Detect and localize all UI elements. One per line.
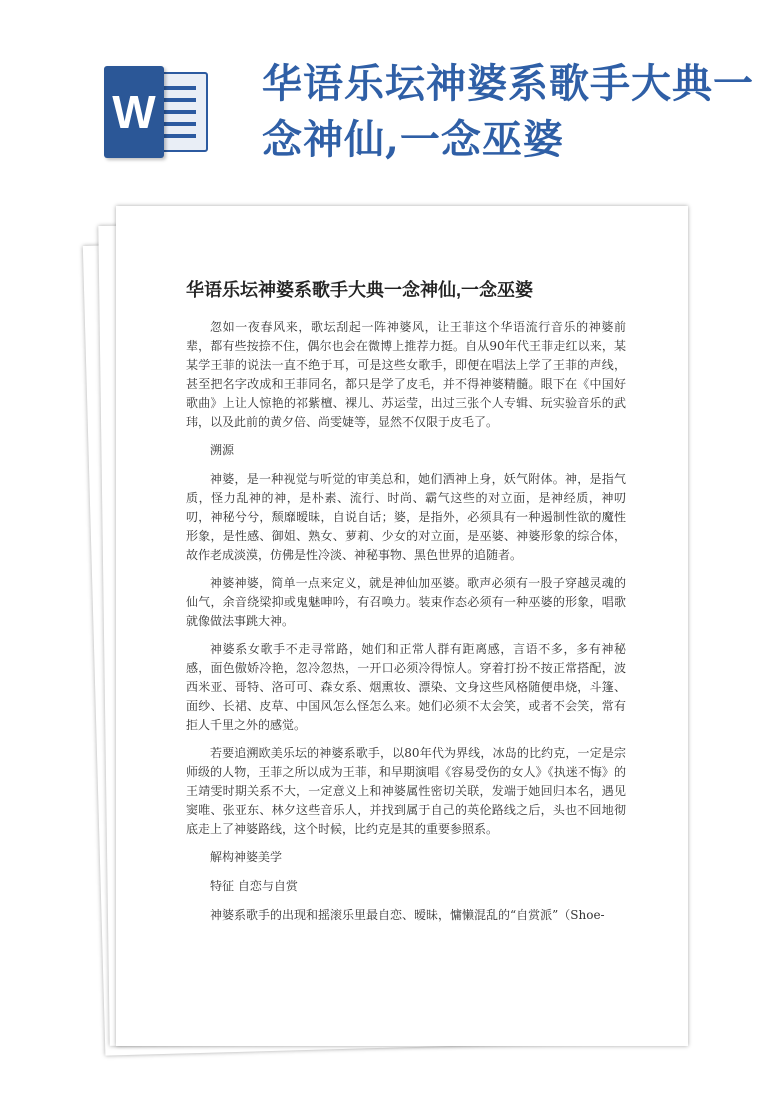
- document-body: [186, 318, 626, 934]
- document-title: 华语乐坛神婆系歌手大典一念神仙,一念巫婆: [186, 280, 533, 300]
- document-page: [116, 206, 688, 1046]
- word-letter-badge: W: [104, 66, 164, 158]
- hero-title: 华语乐坛神婆系歌手大典一念神仙,一念巫婆: [262, 60, 754, 163]
- section-heading: 溯源: [210, 443, 235, 457]
- paragraph: 忽如一夜春风来，歌坛刮起一阵神婆风，让王菲这个华语流行音乐的神婆前辈，都有些按捺不住，偶尔也会在微博上推荐力挺。自从90年代王菲走红以来，某某学王菲的说法一直不绝于耳，可是这些女歌手，即便在唱法上学了王菲的声线，甚至把名字改成和王菲同名，都只是学了皮毛，并不得神婆精髓。眼下在《中国好歌曲》上让人惊艳的祁紫檀、裸儿、苏运莹，出过三张个人专辑、玩实验音乐的武玮，以及此前的黄夕倍、尚雯婕等，显然不仅限于皮毛了。: [186, 320, 626, 429]
- paragraph: 神婆神婆，简单一点来定义，就是神仙加巫婆。歌声必须有一股子穿越灵魂的仙气，余音绕梁抑或鬼魅呻吟，有召唤力。装束作态必须有一种巫婆的形象，唱歌就像做法事跳大神。: [186, 576, 626, 628]
- paragraph: 若要追溯欧美乐坛的神婆系歌手，以80年代为界线，冰岛的比约克，一定是宗师级的人物，王菲之所以成为王菲，和早期演唱《容易受伤的女人》《执迷不悔》的王靖雯时期关系不大，一定意义上和神婆属性密切关联，发端于她回归本名，遇见窦唯、张亚东、林夕这些音乐人，并找到属于自己的英伦路线之后，头也不回地彻底走上了神婆路线，这个时候，比约克是其的重要参照系。: [186, 746, 626, 836]
- paragraph: 神婆系歌手的出现和摇滚乐里最自恋、暧昧，慵懒混乱的“自赏派”（Shoe-: [210, 908, 605, 922]
- word-document-icon: [104, 66, 212, 158]
- paragraph: 神婆系女歌手不走寻常路，她们和正常人群有距离感，言语不多，多有神秘感，面色傲娇冷艳，忽冷忽热，一开口必须冷得惊人。穿着打扮不按正常搭配，波西米亚、哥特、洛可可、森女系、烟熏妆、漂染、文身这些风格随便串烧，斗篷、面纱、长裙、皮草、中国风怎么怪怎么来。她们必须不太会笑，或者不会笑，常有拒人千里之外的感觉。: [186, 642, 626, 732]
- paragraph: 神婆，是一种视觉与听觉的审美总和，她们洒神上身，妖气附体。神，是指气质，怪力乱神的神，是朴素、流行、时尚、霸气这些的对立面，是神经质，神叨叨，神秘兮兮，颓靡暧昧，自说自话；婆，是指外，必须具有一种遏制性欲的魔性形象，是性感、御姐、熟女、萝莉、少女的对立面，是巫婆、神婆形象的综合体，故作老成淡漠，仿佛是性冷淡、神秘事物、黑色世界的追随者。: [186, 472, 626, 562]
- section-subheading: 特征 自恋与自赏: [210, 879, 298, 893]
- section-heading: 解构神婆美学: [210, 850, 283, 864]
